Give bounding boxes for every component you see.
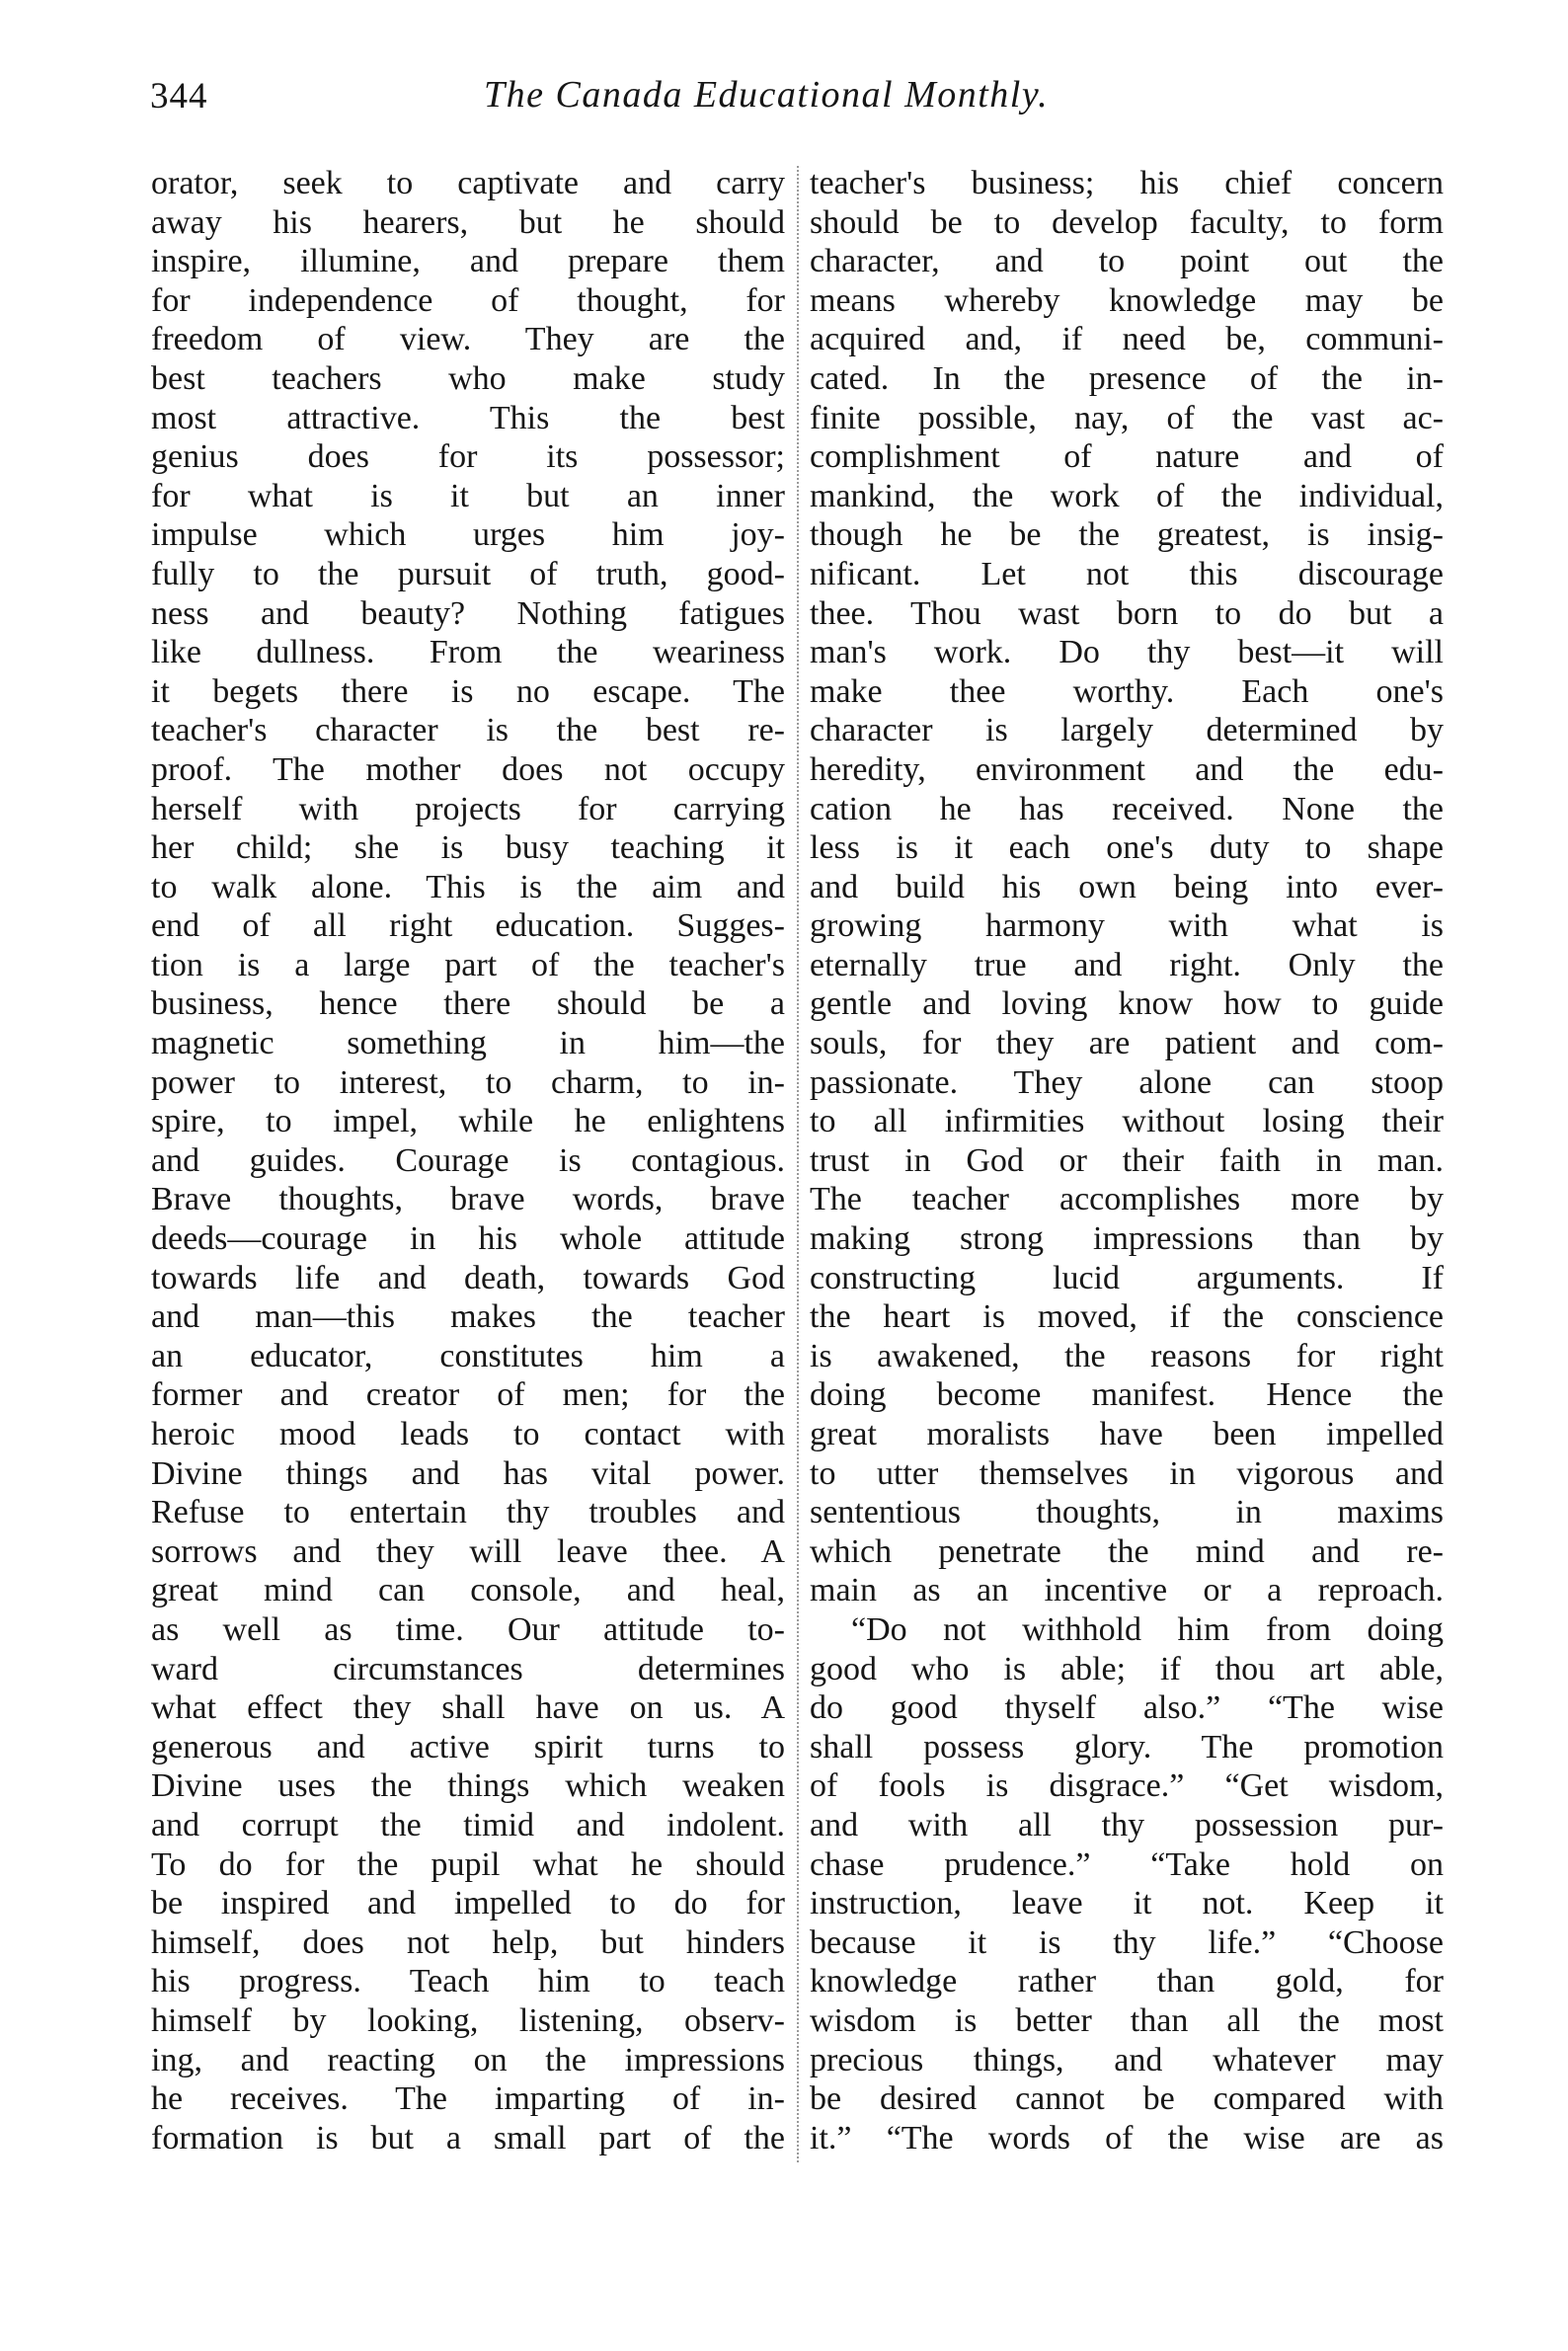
text-line: magnetic something in him—the [151, 1025, 785, 1062]
text-line: great moralists have been impelled [810, 1416, 1444, 1452]
text-line: best teachers who make study [151, 359, 785, 397]
text-line: generous and active spirit turns to [151, 1728, 785, 1765]
text-line: formation is but a small part of the [151, 2119, 785, 2156]
text-line: trust in God or their faith in man. [810, 1141, 1444, 1179]
text-line: himself, does not help, but hinders [151, 1923, 785, 1961]
text-line: The teacher accomplishes more by [810, 1181, 1444, 1218]
text-line: Refuse to entertain thy troubles and [151, 1494, 785, 1531]
text-line: Brave thoughts, brave words, brave [151, 1181, 785, 1218]
text-line: heredity, environment and the edu- [810, 750, 1444, 788]
text-line: good who is able; if thou art able, [810, 1650, 1444, 1687]
text-line: complishment of nature and of [810, 438, 1444, 476]
text-line: sorrows and they will leave thee. A [151, 1532, 785, 1570]
left-text-column [151, 164, 785, 2157]
column-divider [797, 166, 799, 2162]
text-line: souls, for they are patient and com- [810, 1025, 1444, 1062]
text-line: making strong impressions than by [810, 1220, 1444, 1258]
text-line: power to interest, to charm, to in- [151, 1063, 785, 1101]
text-line: great mind can console, and heal, [151, 1572, 785, 1609]
text-line: nificant. Let not this discourage [810, 555, 1444, 592]
text-line: herself with projects for carrying [151, 790, 785, 827]
text-line: which penetrate the mind and re- [810, 1532, 1444, 1570]
text-line: tion is a large part of the teacher's [151, 946, 785, 983]
text-line: towards life and death, towards God [151, 1259, 785, 1296]
text-line: and guides. Courage is contagious. [151, 1141, 785, 1179]
text-line: less is it each one's duty to shape [810, 829, 1444, 867]
text-line: and man—this makes the teacher [151, 1298, 785, 1336]
text-line: proof. The mother does not occupy [151, 750, 785, 788]
text-line: impulse which urges him joy- [151, 516, 785, 554]
running-title: The Canada Educational Monthly. [484, 74, 1050, 116]
text-line: because it is thy life.” “Choose [810, 1923, 1444, 1961]
text-line: teacher's business; his chief concern [810, 165, 1444, 201]
text-line: inspire, illumine, and prepare them [151, 243, 785, 280]
text-line: man's work. Do thy best—it will [810, 634, 1444, 671]
text-line: character is largely determined by [810, 712, 1444, 749]
text-line: ness and beauty? Nothing fatigues [151, 594, 785, 632]
text-line: instruction, leave it not. Keep it [810, 1885, 1444, 1922]
text-line: of fools is disgrace.” “Get wisdom, [810, 1767, 1444, 1805]
text-line: main as an incentive or a reproach. [810, 1572, 1444, 1609]
text-line: Divine uses the things which weaken [151, 1767, 785, 1805]
text-line: genius does for its possessor; [151, 438, 785, 476]
text-line: acquired and, if need be, communi- [810, 321, 1444, 358]
text-line: passionate. They alone can stoop [810, 1063, 1444, 1101]
text-line: character, and to point out the [810, 243, 1444, 280]
right-text-column [810, 164, 1444, 2157]
text-line: means whereby knowledge may be [810, 281, 1444, 319]
text-line: an educator, constitutes him a [151, 1337, 785, 1374]
text-line: former and creator of men; for the [151, 1376, 785, 1414]
text-line: Divine things and has vital power. [151, 1454, 785, 1492]
text-line: finite possible, nay, of the vast ac- [810, 399, 1444, 436]
text-line: precious things, and whatever may [810, 2041, 1444, 2078]
text-line: freedom of view. They are the [151, 321, 785, 358]
text-line: to utter themselves in vigorous and [810, 1454, 1444, 1492]
text-line: eternally true and right. Only the [810, 946, 1444, 983]
text-line: growing harmony with what is [810, 907, 1444, 945]
text-line: to walk alone. This is the aim and [151, 868, 785, 905]
text-line: To do for the pupil what he should [151, 1845, 785, 1883]
text-line: teacher's character is the best re- [151, 712, 785, 749]
text-line: fully to the pursuit of truth, good- [151, 555, 785, 592]
text-line: her child; she is busy teaching it [151, 829, 785, 867]
text-line: what effect they shall have on us. A [151, 1689, 785, 1727]
text-line: as well as time. Our attitude to- [151, 1610, 785, 1648]
text-line: be inspired and impelled to do for [151, 1885, 785, 1922]
text-line: shall possess glory. The promotion [810, 1728, 1444, 1765]
text-line: for independence of thought, for [151, 281, 785, 319]
text-line: be desired cannot be compared with [810, 2080, 1444, 2118]
text-line: cation he has received. None the [810, 790, 1444, 827]
text-line: spire, to impel, while he enlightens [151, 1103, 785, 1140]
text-line: it.” “The words of the wise are as [810, 2119, 1444, 2156]
text-line: is awakened, the reasons for right [810, 1337, 1444, 1374]
text-line: his progress. Teach him to teach [151, 1963, 785, 2000]
text-line: gentle and loving know how to guide [810, 985, 1444, 1023]
text-line: mankind, the work of the individual, [810, 477, 1444, 514]
text-line: and build his own being into ever- [810, 868, 1444, 905]
text-line: most attractive. This the best [151, 399, 785, 436]
text-line: the heart is moved, if the conscience [810, 1298, 1444, 1336]
text-line: chase prudence.” “Take hold on [810, 1845, 1444, 1883]
text-line: and corrupt the timid and indolent. [151, 1806, 785, 1843]
text-line: knowledge rather than gold, for [810, 1963, 1444, 2000]
text-line: himself by looking, listening, observ- [151, 2001, 785, 2039]
text-line: doing become manifest. Hence the [810, 1376, 1444, 1414]
text-line: constructing lucid arguments. If [810, 1259, 1444, 1296]
text-line: ing, and reacting on the impressions [151, 2041, 785, 2078]
text-line: wisdom is better than all the most [810, 2001, 1444, 2039]
text-line: do good thyself also.” “The wise [810, 1689, 1444, 1727]
text-line: business, hence there should be a [151, 985, 785, 1023]
text-line: he receives. The imparting of in- [151, 2080, 785, 2118]
text-line: though he be the greatest, is insig- [810, 516, 1444, 554]
text-line: ward circumstances determines [151, 1650, 785, 1687]
text-line: make thee worthy. Each one's [810, 672, 1444, 710]
text-line: it begets there is no escape. The [151, 672, 785, 710]
text-line: away his hearers, but he should [151, 203, 785, 241]
text-line: cated. In the presence of the in- [810, 359, 1444, 397]
text-line: heroic mood leads to contact with [151, 1416, 785, 1452]
text-line: end of all right education. Sugges- [151, 907, 785, 945]
text-line: orator, seek to captivate and carry [151, 165, 785, 201]
text-line: sententious thoughts, in maxims [810, 1494, 1444, 1531]
text-line: “Do not withhold him from doing [851, 1610, 1444, 1648]
text-line: thee. Thou wast born to do but a [810, 594, 1444, 632]
text-line: should be to develop faculty, to form [810, 203, 1444, 241]
page-number: 344 [150, 76, 208, 117]
text-line: like dullness. From the weariness [151, 634, 785, 671]
text-line: for what is it but an inner [151, 477, 785, 514]
text-line: to all infirmities without losing their [810, 1103, 1444, 1140]
text-line: deeds—courage in his whole attitude [151, 1220, 785, 1258]
text-line: and with all thy possession pur- [810, 1806, 1444, 1843]
